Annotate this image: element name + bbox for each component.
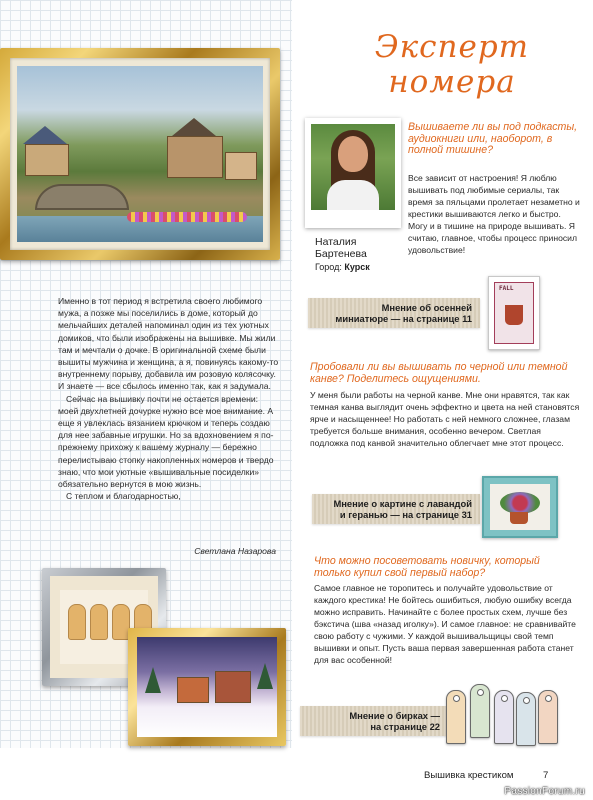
tree-shape xyxy=(257,663,273,689)
story-paragraph: Именно в тот период я встретила своего любимого мужа, а позже мы поселились в доме, который до мельчайших деталей напоминал один из тех уютных домиков, что были изображены на вышивке. Мы жили там и мечтали о дочке. В оригинальной схеме были вышиты мужчина и женщина, а я, повинуясь какому-то внутреннему порыву, добавила им розовую колясочку. И знаете — все сбылось именно так, как я задумала. xyxy=(58,296,279,392)
expert-photo-card xyxy=(305,118,401,228)
opinion-line: Мнение о бирках — xyxy=(349,710,440,721)
expert-first-name: Наталия xyxy=(315,236,357,248)
cottage-shape xyxy=(225,152,257,180)
opinion-line: Мнение о картине с лавандой xyxy=(333,498,472,509)
opinion-line: миниатюре — на странице 11 xyxy=(335,313,472,324)
bear-figure xyxy=(90,604,108,640)
story-signature: Светлана Назарова xyxy=(194,546,276,556)
bookmark-tag-image xyxy=(470,684,490,738)
site-watermark: PassionForum.ru xyxy=(504,786,585,797)
opinion-line: Мнение об осенней xyxy=(381,302,472,313)
miniature-embroidery xyxy=(494,282,534,344)
title-line: Эксперт xyxy=(374,29,530,65)
tree-shape xyxy=(145,667,161,693)
lavender-painting-image xyxy=(482,476,558,538)
lavender-embroidery xyxy=(490,484,550,530)
footer-magazine-title: Вышивка крестиком xyxy=(424,770,514,781)
opinion-note-autumn xyxy=(308,298,480,328)
answer-2: У меня были работы на черной канве. Мне они нравятся, так как темная канва выглядит очень эффектно и цвета на ней становятся ярче и насыщеннее! Но работать с ней немного сложнее, глазам требуется больше внимания, особенно вечером. Светлая подложка под канвой значительно облегчает мне этот процесс. xyxy=(310,390,580,448)
expert-city xyxy=(315,262,370,272)
flower-bouquet xyxy=(500,492,540,514)
section-title xyxy=(342,30,562,100)
cottage-shape xyxy=(177,677,209,703)
cottage-shape xyxy=(167,136,223,178)
cottage-roof xyxy=(172,118,216,136)
expert-last-name: Бартенева xyxy=(315,248,367,260)
bookmark-tag-image xyxy=(494,690,514,744)
city-label: Город: xyxy=(315,262,342,272)
opinion-note-tags xyxy=(300,706,448,736)
portrait-face xyxy=(338,136,368,172)
cottage-roof xyxy=(23,126,67,144)
flower-pot xyxy=(510,512,528,524)
framed-embroidery-village xyxy=(0,48,280,260)
footer-page-number: 7 xyxy=(543,770,549,781)
winter-embroidery-image xyxy=(137,637,277,737)
village-embroidery-image xyxy=(17,66,263,242)
opinion-note-lavender xyxy=(312,494,480,524)
cottage-shape xyxy=(25,144,69,176)
bookmark-tag-image xyxy=(516,692,536,746)
answer-1: Все зависит от настроения! Я люблю вышивать под любимые сериалы, так время за пяльцами пролетает незаметно и крестики вышиваются легко и быстро. Могу и в тишине на природе вышивать. Я считаю, главное, чтобы процесс приносил удовольствие! xyxy=(408,173,580,255)
portrait-shirt xyxy=(327,180,379,210)
question-1: Вышиваете ли вы под подкасты, аудиокниги или, наоборот, в полной тишине? xyxy=(408,121,578,157)
question-3: Что можно посоветовать новичку, который только купил свой первый набор? xyxy=(314,555,540,579)
opinion-line: на странице 22 xyxy=(370,721,440,732)
bookmark-tag-image xyxy=(538,690,558,744)
story-paragraph: С теплом и благодарностью, xyxy=(66,491,181,502)
framed-embroidery-winter xyxy=(128,628,286,746)
answer-3: Самое главное не торопитесь и получайте удовольствие от каждого крестика! Не бойтесь ошибиться, любую ошибку всегда можно исправить. Начинайте с более простых схем, лучше без бэкстича (шва «назад иголку»). И самое главное: не сравнивайте свою работу с чужими. У каждой вышивальщицы свой темп вышивки и опыт. Пусть ваша первая завершенная работа станет для вас особенной! xyxy=(314,583,576,665)
question-2: Пробовали ли вы вышивать по черной или темной канве? Поделитесь ощущениями. xyxy=(310,361,568,385)
opinion-line: и геранью — на странице 31 xyxy=(339,509,472,520)
miniature-label: FALL xyxy=(499,285,514,292)
expert-name xyxy=(315,236,407,260)
bear-figure xyxy=(68,604,86,640)
story-paragraph: Сейчас на вышивку почти не остается времени: моей двухлетней дочурке нужно все мое внимание. А еще я увлеклась вязанием крючком и теперь создаю для нее забавные игрушки. Но за вдохновением я по-прежнему прихожу к вашему журналу — бережно перелистываю стопку накопленных номеров и твердо знаю, что мои уютные «вышивальные посиделки» обязательно вернутся в мою жизнь. xyxy=(58,393,274,490)
stone-bridge xyxy=(35,184,129,210)
title-line: номера xyxy=(388,64,516,100)
autumn-miniature-image xyxy=(488,276,540,350)
city-value: Курск xyxy=(344,262,370,272)
flower-bed xyxy=(127,212,247,222)
mug-shape xyxy=(505,305,523,325)
bookmark-tag-image xyxy=(446,690,466,744)
frame-mat xyxy=(10,58,270,250)
expert-portrait xyxy=(311,124,395,210)
cottage-shape xyxy=(215,671,251,703)
reader-story xyxy=(58,295,280,502)
